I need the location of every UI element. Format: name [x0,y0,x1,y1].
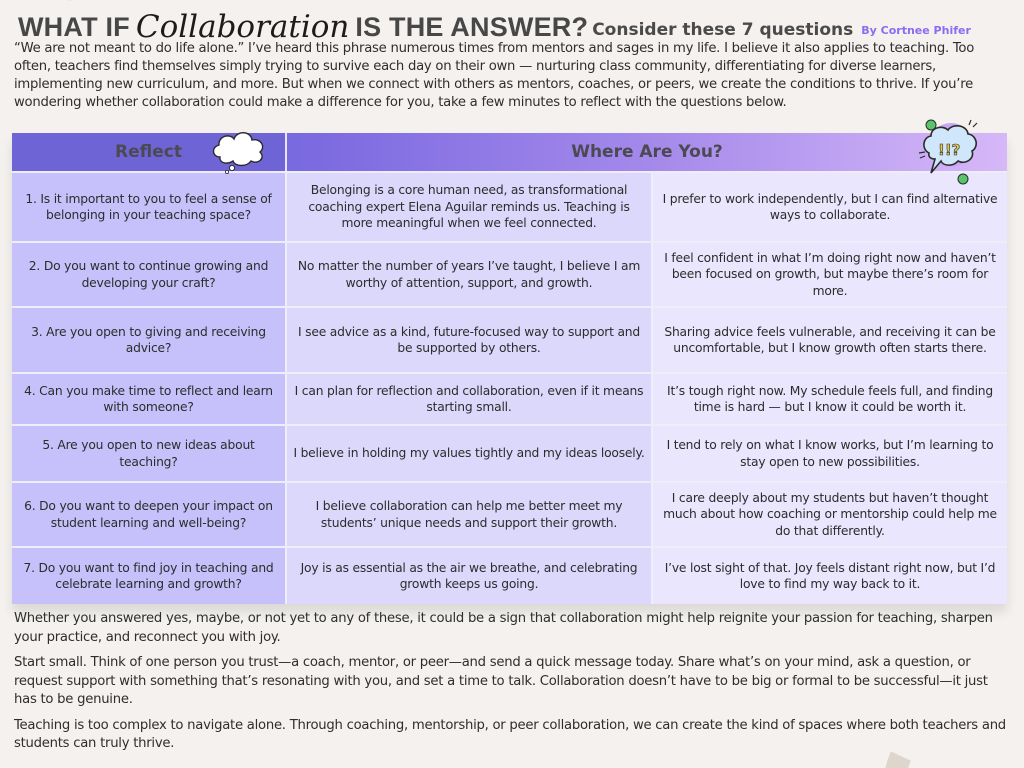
not-yet-response-cell: I tend to rely on what I know works, but I’m learning to stay open to new possibilities. [653,426,1007,481]
svg-text:!!?: !!? [938,141,961,159]
table-row [12,546,1007,604]
not-yet-response-cell: Sharing advice feels vulnerable, and receiving it can be uncomfortable, but I know growth often starts there. [653,308,1007,372]
header-where-are-you [287,133,1007,171]
speech-bubble-exclamation-icon [915,119,987,189]
table-row [12,171,1007,241]
subtitle: Consider these 7 questions [592,20,854,40]
not-yet-response-cell: I prefer to work independently, but I can find alternative ways to collaborate. [653,173,1007,241]
title-part-2: IS THE ANSWER? [355,12,589,42]
question-cell: 6. Do you want to deepen your impact on student learning and well-being? [12,483,287,546]
question-cell: 1. Is it important to you to feel a sense of belonging in your teaching space? [12,173,287,241]
table-row [12,481,1007,546]
title-part-1: WHAT IF [18,12,130,42]
yes-response-cell: Belonging is a core human need, as transformational coaching expert Elena Aguilar reminds us. Teaching is more meaningful when we feel connected. [287,173,653,241]
author-byline: By Cortnee Phifer [861,24,971,37]
closing-paragraph-1: Whether you answered yes, maybe, or not yet to any of these, it could be a sign that collaboration might help reignite your passion for teaching, sharpen your practice, and reconnect you with joy. [14,611,993,645]
reflection-table [12,133,1007,604]
table-row [12,306,1007,372]
yes-response-cell: I can plan for reflection and collaboration, even if it means starting small. [287,374,653,424]
not-yet-response-cell: I feel confident in what I’m doing right now and haven’t been focused on growth, but maybe there’s room for more. [653,243,1007,306]
table-header-row [12,133,1007,171]
closing-section [14,610,1014,761]
question-cell: 5. Are you open to new ideas about teaching? [12,426,287,481]
title-script-word: Collaboration [135,9,350,45]
header-reflect-label: Reflect [115,142,182,162]
question-cell: 3. Are you open to giving and receiving advice? [12,308,287,372]
question-cell: 2. Do you want to continue growing and developing your craft? [12,243,287,306]
not-yet-response-cell: It’s tough right now. My schedule feels full, and finding time is hard — but I know it could be worth it. [653,374,1007,424]
yes-response-cell: Joy is as essential as the air we breathe, and celebrating growth keeps us going. [287,548,653,604]
question-cell: 4. Can you make time to reflect and learn with someone? [12,374,287,424]
table-row [12,372,1007,424]
closing-paragraph-3: Teaching is too complex to navigate alone. Through coaching, mentorship, or peer collaboration, we can create the kind of spaces where both teachers and students can truly thrive. [14,717,1006,751]
question-cell: 7. Do you want to find joy in teaching and celebrate learning and growth? [12,548,287,604]
yes-response-cell: I see advice as a kind, future-focused way to support and be supported by others. [287,308,653,372]
not-yet-response-cell: I’ve lost sight of that. Joy feels distant right now, but I’d love to find my way back to it. [653,548,1007,604]
table-row [12,424,1007,481]
yes-response-cell: I believe collaboration can help me better meet my students’ unique needs and support their growth. [287,483,653,546]
thought-cloud-icon [208,127,270,175]
not-yet-response-cell: I care deeply about my students but haven’t thought much about how coaching or mentorship could help me do that differently. [653,483,1007,546]
header-where-label: Where Are You? [571,142,723,162]
intro-paragraph: “We are not meant to do life alone.” I’ve heard this phrase numerous times from mentors and sages in my life. I believe it also applies to teaching. Too often, teachers find themselves simply trying to survive each day on their own — nurturing class community, differentiating for diverse learners, implementing new curriculum, and more. But when we connect with others as mentors, coaches, or peers, we create the conditions to thrive. If you’re wondering whether collaboration could make a difference for you, take a few minutes to reflect with the questions below. [14,41,975,110]
header-reflect [12,133,287,171]
closing-paragraph-2: Start small. Think of one person you trust—a coach, mentor, or peer—and send a quick message today. Share what’s on your mind, ask a question, or request support with something that’s resonating with you, and set a time to talk. Collaboration doesn’t have to be big or formal to be successful—it just has to be genuine. [14,655,988,707]
yes-response-cell: I believe in holding my values tightly and my ideas loosely. [287,426,653,481]
page-title [18,6,1010,45]
table-row [12,241,1007,306]
yes-response-cell: No matter the number of years I’ve taught, I believe I am worthy of attention, support, and growth. [287,243,653,306]
